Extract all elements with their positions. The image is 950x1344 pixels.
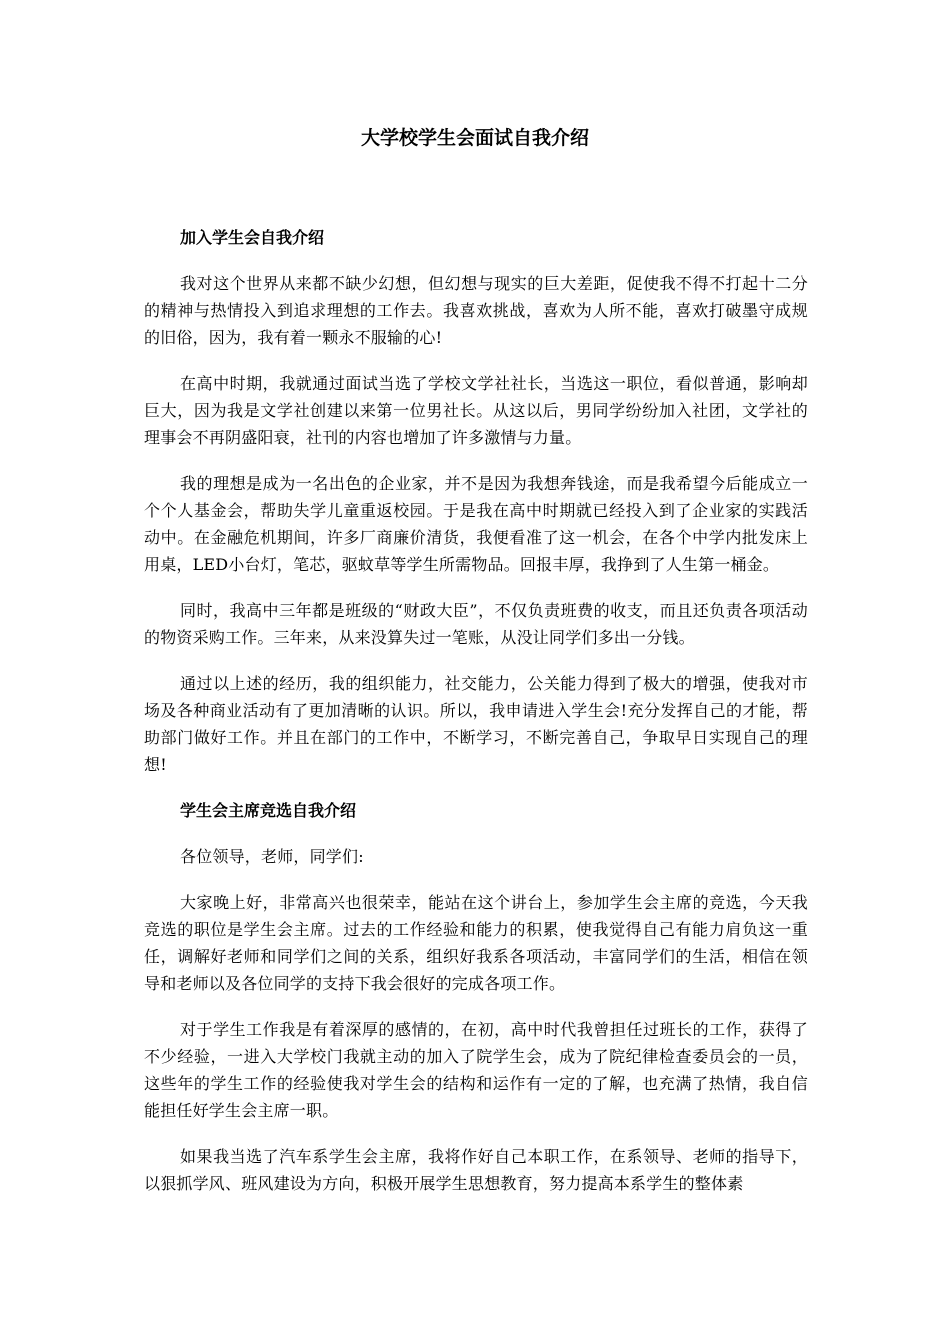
document-body (144, 224, 808, 1197)
document-title: 大学校学生会面试自我介绍 (360, 127, 589, 149)
paragraph: 同时，我高中三年都是班级的“财政大臣”，不仅负责班费的收支，而且还负责各项活动的物资采购工作。三年来，从来没算失过一笔账，从没让同学们多出一分钱。 (144, 601, 808, 647)
paragraph: 大家晚上好，非常高兴也很荣幸，能站在这个讲台上，参加学生会主席的竞选，今天我竞选的职位是学生会主席。过去的工作经验和能力的积累，使我觉得自己有能力肩负这一重任，调解好老师和同学们之间的关系，组织好我系各项活动，丰富同学们的生活，相信在领导和老师以及各位同学的支持下我会很好的完成各项工作。 (144, 893, 808, 993)
paragraph: 通过以上述的经历，我的组织能力，社交能力，公关能力得到了极大的增强，使我对市场及各种商业活动有了更加清晰的认识。所以，我申请进入学生会!充分发挥自己的才能，帮助部门做好工作。并且在部门的工作中，不断学习，不断完善自己，争取早日实现自己的理想! (144, 674, 808, 774)
section-heading-join: 加入学生会自我介绍 (180, 228, 325, 247)
section-heading-chair: 学生会主席竞选自我介绍 (180, 801, 357, 820)
paragraph: 对于学生工作我是有着深厚的感情的，在初，高中时代我曾担任过班长的工作，获得了不少经验，一进入大学校门我就主动的加入了院学生会，成为了院纪律检查委员会的一员，这些年的学生工作的经验使我对学生会的结构和运作有一定的了解，也充满了热情，我自信能担任好学生会主席一职。 (144, 1020, 808, 1120)
paragraph: 我的理想是成为一名出色的企业家，并不是因为我想奔钱途，而是我希望今后能成立一个个人基金会，帮助失学儿童重返校园。于是我在高中时期就已经投入到了企业家的实践活动中。在金融危机期间，许多厂商廉价清货，我便看准了这一机会，在各个中学内批发床上用桌，LED小台灯，笔芯，驱蚊草等学生所需物品。回报丰厚，我挣到了人生第一桶金。 (144, 474, 808, 574)
paragraph: 各位领导，老师，同学们: (180, 847, 364, 866)
paragraph: 在高中时期，我就通过面试当选了学校文学社社长，当选这一职位，看似普通，影响却巨大，因为我是文学社创建以来第一位男社长。从这以后，男同学纷纷加入社团，文学社的理事会不再阴盛阳衰，社刊的内容也增加了许多激情与力量。 (144, 374, 808, 447)
paragraph: 我对这个世界从来都不缺少幻想，但幻想与现实的巨大差距，促使我不得不打起十二分的精神与热情投入到追求理想的工作去。我喜欢挑战，喜欢为人所不能，喜欢打破墨守成规的旧俗，因为，我有着一颗永不服输的心! (144, 274, 808, 347)
paragraph: 如果我当选了汽车系学生会主席，我将作好自己本职工作，在系领导、老师的指导下，以狠抓学风、班风建设为方向，积极开展学生思想教育，努力提高本系学生的整体素 (144, 1147, 808, 1193)
